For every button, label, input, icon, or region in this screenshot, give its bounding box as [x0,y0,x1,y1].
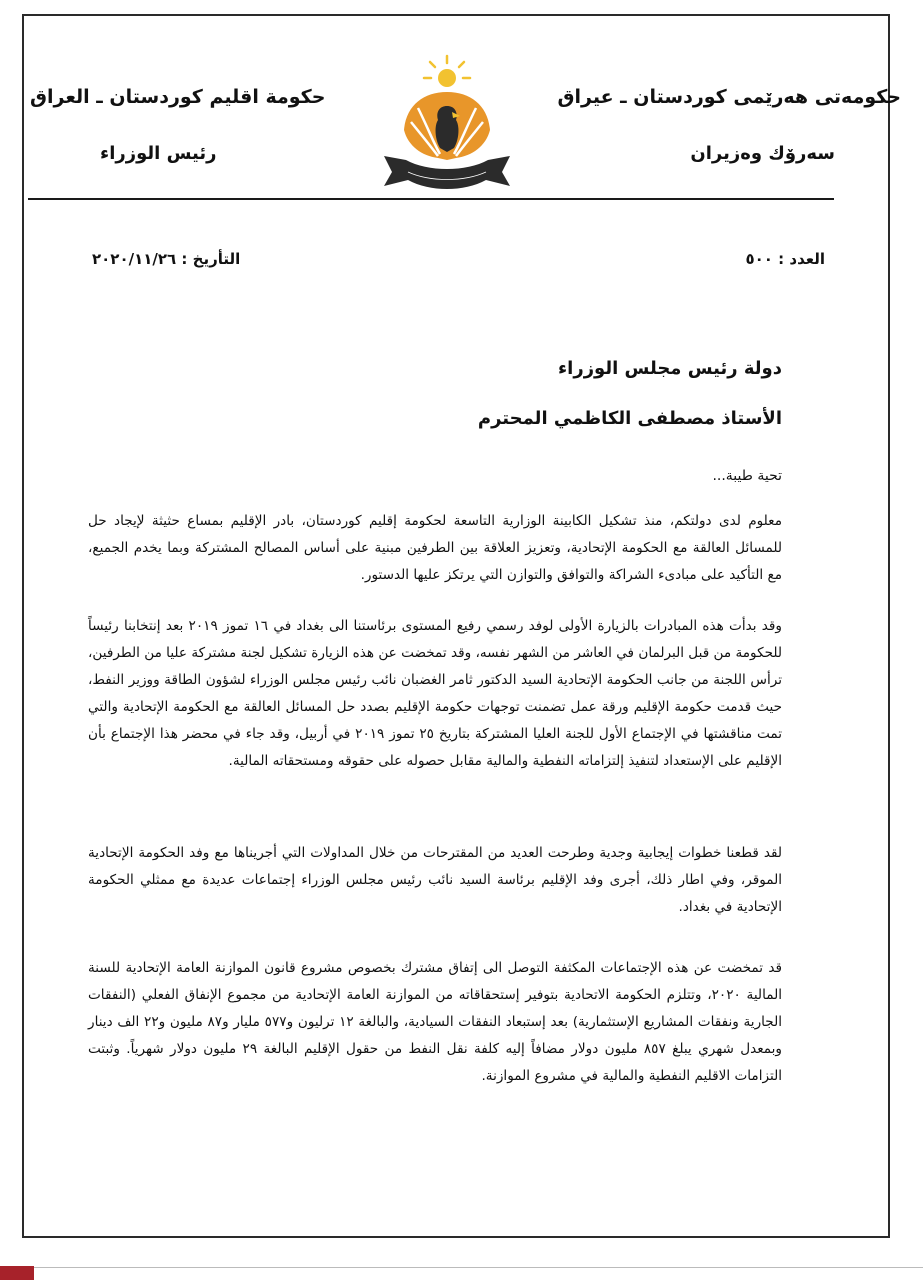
paragraph: وقد بدأت هذه المبادرات بالزيارة الأولى لوفد رسمي رفيع المستوى برئاستنا الى بغداد في ١٦ تموز ٢٠١٩ بعد إنتخابنا رئيساً للحكومة من قبل البرلمان في العاشر من الشهر نفسه، وقد تمخضت عن هذه الزيارة تشكيل لجنة مشتركة عليا من الطرفين، ترأس اللجنة من جانب الحكومة الإتحادية السيد الدكتور ثامر الغضبان نائب رئيس مجلس الوزراء لشؤون الطاقة ووزير النفط، حيث قدمت حكومة الإقليم ورقة عمل تضمنت توجهات حكومة الإقليم بصدد حل المسائل العالقة مع الحكومة الإتحادية والتي تمت مناقشتها في الإجتماع الأول للجنة العليا المشتركة بتاريخ ٢٥ تموز ٢٠١٩ في أربيل، وقد جاء في محضر هذا الإجتماع بأن الإقليم على الإستعداد لتنفيذ إلتزاماته النفطية والمالية مقابل حصوله على حقوقه ومستحقاته المالية. [88,618,782,769]
paragraph: لقد قطعنا خطوات إيجابية وجدية وطرحت العديد من المقترحات من خلال المداولات التي أجريناها مع وفد الحكومة الإتحادية الموقر، وفي اطار ذلك، أجرى وفد الإقليم برئاسة السيد نائب رئيس مجلس الوزراء إجتماعات عديدة مع ممثلي الحكومة الإتحادية في بغداد. [88,845,782,915]
header-arabic-government: حكومة اقليم كوردستان ـ العراق [30,86,326,108]
footer-accent-mark [0,1266,34,1280]
paragraph: معلوم لدى دولتكم، منذ تشكيل الكابينة الوزارية التاسعة لحكومة إقليم كوردستان، بادر الإقليم بمساع حثيثة لإيجاد حل للمسائل العالقة مع الحكومة الإتحادية، وتعزيز العلاقة بين الطرفين مبنية على أساس المصالح المشتركة وبما يخدم الجميع، مع التأكيد على مبادىء الشراكة والتوافق والتوازن التي يرتكز عليها الدستور. [88,513,782,583]
paragraph: قد تمخضت عن هذه الإجتماعات المكثفة التوصل الى إتفاق مشترك بخصوص مشروع قانون الموازنة العامة الإتحادية للسنة المالية ٢٠٢٠، وتتلزم الحكومة الاتحادية بتوفير إستحقاقاته من الموازنة العامة الإتحادية من مجموع الإنفاق الفعلي (النفقات الجارية ونفقات المشاريع الإستثمارية) بعد إستبعاد النفقات السيادية، والبالغة ١٢ ترليون و٥٧٧ مليار و٨٧ مليون و٢٢ الف دينار وبمعدل شهري يبلغ ٨٥٧ مليون دولار مضافاً إليه كلفة نقل النفط من حقول الإقليم البالغة ٢٩ مليون دولار شهرياً. وثبتت التزامات الاقليم النفطية والمالية في مشروع الموازنة. [88,960,782,1084]
header-arabic-prime-minister: رئيس الوزراء [100,143,217,164]
addressee-title: دولة رئيس مجلس الوزراء [557,358,782,379]
footer-line [34,1267,923,1268]
header-kurdish-prime-minister: سەرۆك وەزیران [690,143,835,164]
letter-number: العدد : ٥٠٠ [745,250,825,268]
addressee-name: الأستاذ مصطفى الكاظمي المحترم [477,408,782,429]
krg-emblem-icon [378,48,516,196]
greeting: تحية طيبة... [712,468,782,484]
header-kurdish-government: حكومەتی هەرێمی کوردستان ـ عیراق [557,86,901,108]
letter-date: التأريخ : ٢٠٢٠/١١/٢٦ [92,250,241,268]
header-divider [28,198,834,200]
